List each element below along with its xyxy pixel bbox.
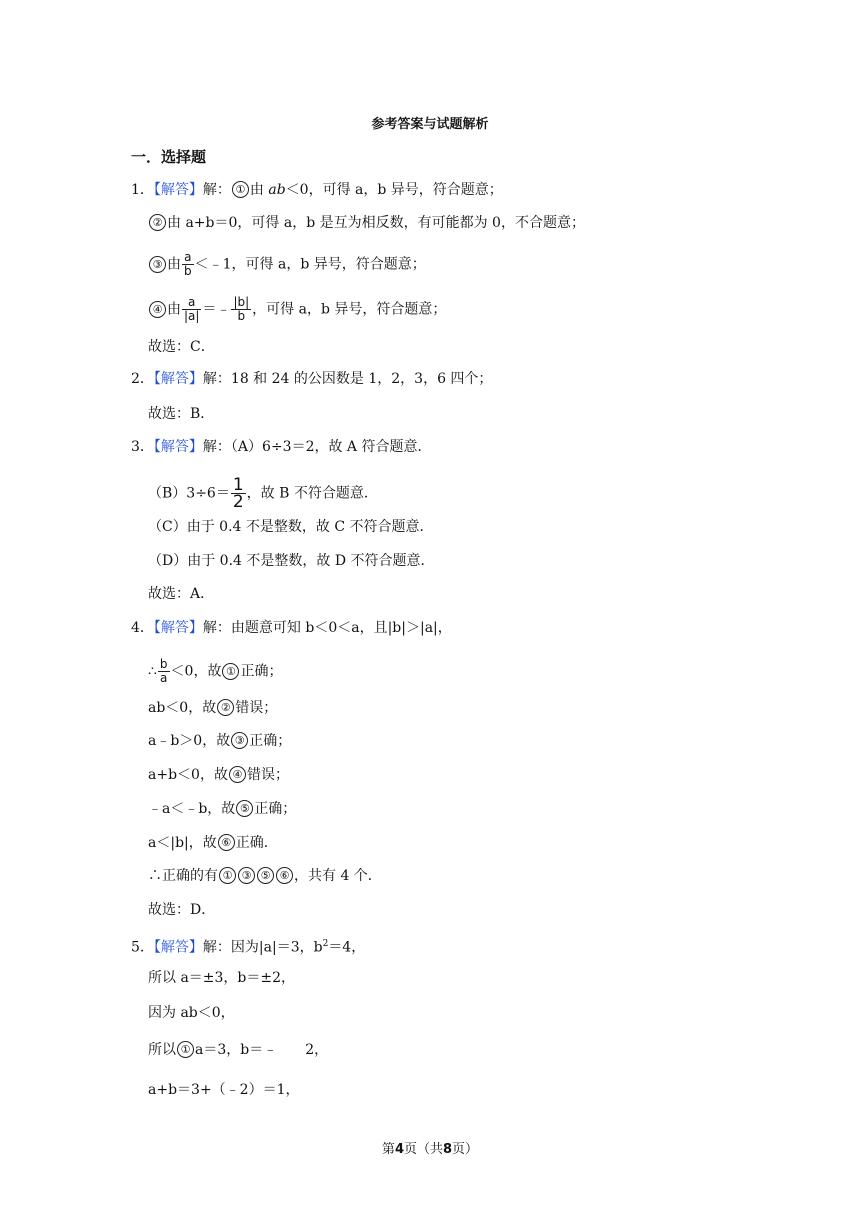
q1-line3: ③ 由 $\frac{a}{b}$ ＜﹣1，可得 a，b 异号，符合题意； (148, 251, 426, 278)
fraction-abs-b-over-b: $\frac{|b|}{b}$ (233, 295, 250, 323)
q4-line5: ﹣a＜﹣b，故 ⑤ 正确； (148, 801, 297, 817)
q2-answer: 故选：B． (148, 406, 215, 422)
q5-line3: 所以 ① a＝3，b＝﹣ 2， (148, 1042, 329, 1058)
q3-option-b: （B）3÷6＝ $\frac{1}{2}$ ，故 B 不符合题意． (148, 475, 378, 512)
total-pages: 8 (443, 1142, 453, 1157)
q2-header: 2．【解答】解：18 和 24 的公因数是 1，2，3，6 四个； (131, 371, 493, 387)
current-page: 4 (394, 1142, 404, 1157)
q1-header: 1．【解答】解： ① 由 ab＜0，可得 a，b 异号，符合题意； (131, 182, 503, 198)
q4-line4: a+b＜0，故 ④ 错误； (148, 767, 289, 783)
q4-answer: 故选：D． (148, 902, 216, 918)
fraction-a-over-abs-a: $\frac{a}{|a|}$ (184, 295, 200, 323)
q5-line2: 因为 ab＜0， (148, 1005, 235, 1021)
circle-3: ③ (149, 256, 166, 273)
fraction-b-over-a: $\frac{b}{a}$ (159, 657, 168, 685)
q4-line3: a﹣b＞0，故 ③ 正确； (148, 733, 292, 749)
q5-header: 5．【解答】解：因为|a|＝3，$b^2=4$， (131, 939, 366, 956)
q1-line4: ④ 由 $\frac{a}{|a|}$ ＝﹣ $\frac{|b|}{b}$ ，可得 a，b 异号，符合题意； (148, 296, 446, 323)
fraction-a-over-b: $\frac{a}{b}$ (184, 250, 192, 278)
circle-2: ② (149, 214, 166, 231)
circle-4: ④ (149, 301, 166, 318)
q4-line2: ab＜0，故 ② 错误； (148, 700, 278, 716)
page-title: 参考答案与试题解析 (371, 117, 489, 132)
q4-header: 4．【解答】解：由题意可知 b＜0＜a，且|b|＞|a|， (131, 620, 452, 636)
q3-option-d: （D）由于 0.4 不是整数，故 D 不符合题意． (148, 553, 435, 569)
q1-line2: ② 由 a+b＝0，可得 a，b 是互为相反数，有可能都为 0，不合题意； (148, 213, 585, 233)
q5-line4: a+b＝3+（﹣2）＝1， (148, 1082, 300, 1098)
q3-answer: 故选：A． (148, 586, 215, 602)
circle-1: ① (232, 181, 249, 198)
fraction-one-half: $\frac{1}{2}$ (232, 475, 244, 512)
solution-tag: 【解答】 (153, 182, 203, 198)
page-footer: 第4页（共8页） (381, 1142, 479, 1157)
q3-header: 3．【解答】解：（A）6÷3＝2，故 A 符合题意． (131, 439, 432, 455)
q1-answer: 故选：C． (148, 339, 215, 355)
q4-line7: ∴正确的有 ① ③ ⑤ ⑥ ，共有 4 个． (148, 868, 382, 884)
section-heading: 一．选择题 (131, 148, 207, 166)
q4-line6: a＜|b|，故 ⑥ 正确． (148, 835, 278, 851)
q5-line1: 所以 a＝±3，b＝±2， (148, 970, 296, 986)
q3-option-c: （C）由于 0.4 不是整数，故 C 不符合题意． (148, 519, 434, 535)
q4-line1: ∴ $\frac{b}{a}$ ＜0，故 ① 正确； (148, 657, 283, 685)
